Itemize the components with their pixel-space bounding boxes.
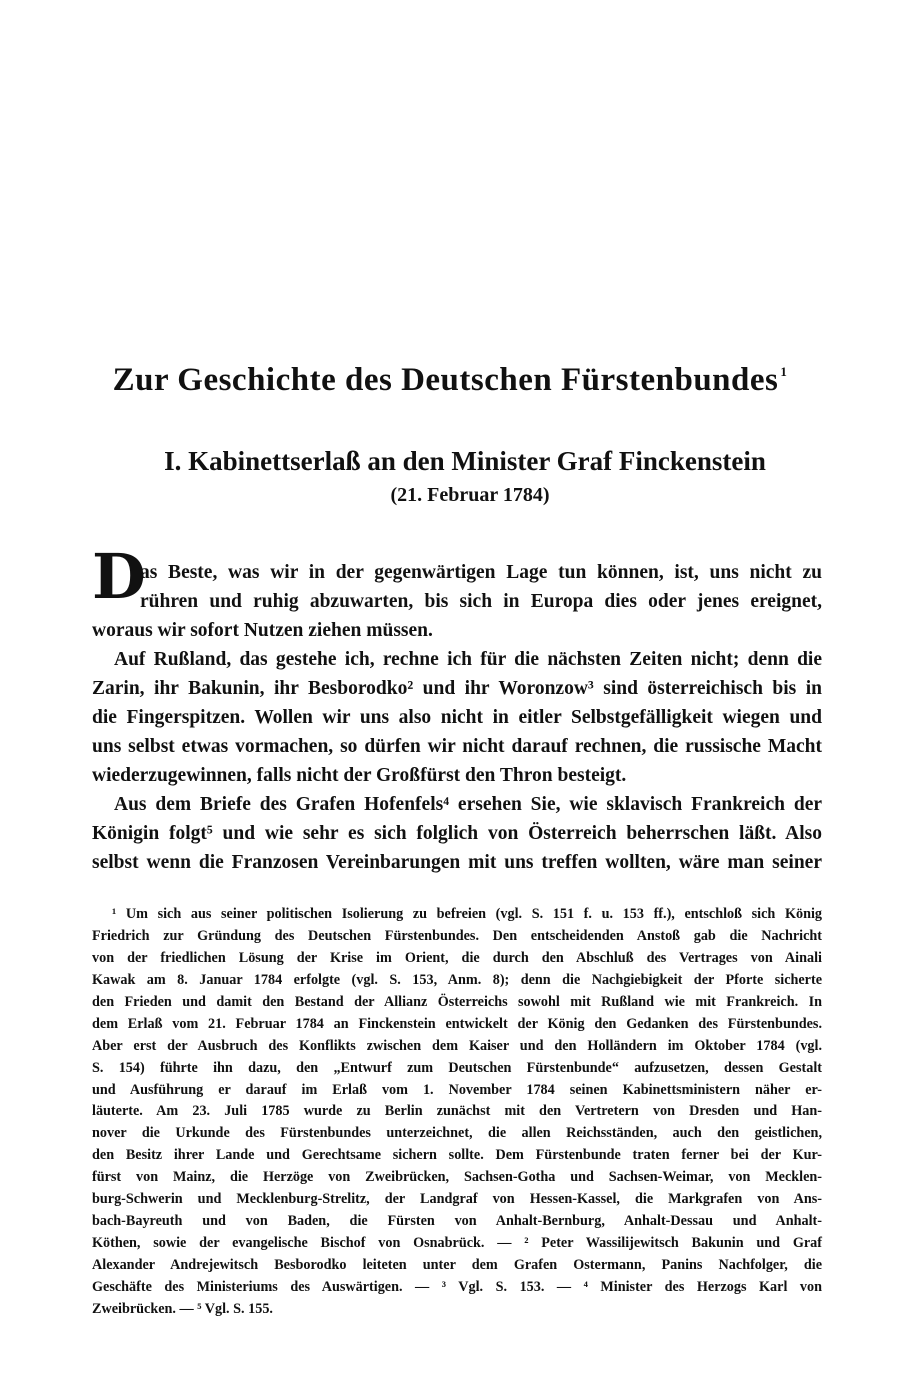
footnote-line: Geschäfte des Ministeriums des Auswärtigen. — ³ Vgl. S. 153. — ⁴ Minister des Herzogs Karl von <box>92 1278 822 1295</box>
text-line: die Fingerspitzen. Wollen wir uns also nicht in eitler Selbstgefälligkeit wiegen und <box>92 707 822 728</box>
footnote-line: S. 154) führte ihn dazu, den „Entwurf zum Deutschen Fürstenbunde“ aufzusetzen, dessen Gestalt <box>92 1059 822 1076</box>
section-date: (21. Februar 1784) <box>390 484 550 506</box>
footnote-line: den Frieden und damit den Bestand der Allianz Österreichs sowohl mit Rußland wie mit Frankreich. In <box>92 993 822 1010</box>
text-line: rühren und ruhig abzuwarten, bis sich in Europa dies oder jenes ereignet, <box>140 591 822 612</box>
text-line: wiederzugewinnen, falls nicht der Großfürst den Thron besteigt. <box>92 765 627 786</box>
footnote-line: von der friedlichen Lösung der Krise im Orient, die durch den Abschluß des Vertrages von Ainali <box>92 949 822 966</box>
page-title <box>0 362 900 399</box>
footnote-line: dem Erlaß vom 21. Februar 1784 an Finckenstein entwickelt der König den Gedanken des Fürstenbundes. <box>92 1015 822 1032</box>
footnote-line: Köthen, sowie der evangelische Bischof von Osnabrück. — ² Peter Wassilijewitsch Bakunin und Graf <box>92 1235 822 1252</box>
footnote-line: bach-Bayreuth und von Baden, die Fürsten von Anhalt-Bernburg, Anhalt-Dessau und Anhalt- <box>92 1213 822 1230</box>
footnote-line: Zweibrücken. — ⁵ Vgl. S. 155. <box>92 1300 273 1317</box>
drop-cap: D <box>92 540 146 613</box>
title-footnote-marker: 1 <box>780 364 788 379</box>
section-heading: I. Kabinettserlaß an den Minister Graf Finckenstein <box>164 446 766 476</box>
footnote-line: Alexander Andrejewitsch Besborodko leiteten unter dem Grafen Ostermann, Panins Nachfolger, die <box>92 1257 822 1273</box>
footnote-line: Friedrich zur Gründung des Deutschen Fürstenbundes. Den entscheidenden Anstoß gab die Nachricht <box>92 927 822 944</box>
text-line: Aus dem Briefe des Grafen Hofenfels⁴ ersehen Sie, wie sklavisch Frankreich der <box>114 794 822 815</box>
text-line: uns selbst etwas vormachen, so dürfen wir nicht darauf rechnen, die russische Macht <box>92 736 822 757</box>
text-line: Königin folgt⁵ und wie sehr es sich folglich von Österreich beherrschen läßt. Also <box>92 823 822 844</box>
footnote-line: nover die Urkunde des Fürstenbundes unterzeichnet, die allen Reichsständen, auch den geistlichen, <box>92 1125 822 1142</box>
footnote-line: den Besitz ihrer Lande und Gerechtsame sichern sollte. Dem Fürstenbunde traten ferner bei der Kur- <box>92 1147 822 1164</box>
main-text <box>92 558 822 877</box>
text-line: woraus wir sofort Nutzen ziehen müssen. <box>92 620 433 641</box>
title-text: Zur Geschichte des Deutschen Fürstenbundes <box>112 362 779 398</box>
footnote-line: Aber erst der Ausbruch des Konflikts zwischen dem Kaiser und den Holländern im Oktober 1784 (vgl. <box>92 1037 822 1054</box>
footnote-line: fürst von Mainz, die Herzöge von Zweibrücken, Sachsen-Gotha und Sachsen-Weimar, von Mecklen- <box>92 1169 822 1186</box>
footnote-line: läuterte. Am 23. Juli 1785 wurde zu Berlin zunächst mit den Vertretern von Dresden und Han- <box>92 1103 822 1120</box>
footnote-line: und Ausführung er darauf im Erlaß vom 1. November 1784 seinen Kabinettsministern näher er- <box>92 1081 822 1098</box>
footnote-line: burg-Schwerin und Mecklenburg-Strelitz, der Landgraf von Hessen-Kassel, die Markgrafen von Ans- <box>92 1191 822 1208</box>
footnote-line: Kawak am 8. Januar 1784 erfolgte (vgl. S. 153, Anm. 8); denn die Nachgiebigkeit der Pforte sicherte <box>92 971 822 988</box>
footnotes <box>92 904 822 1321</box>
text-line: Auf Rußland, das gestehe ich, rechne ich für die nächsten Zeiten nicht; denn die <box>114 649 822 670</box>
text-line: selbst wenn die Franzosen Vereinbarungen mit uns treffen wollten, wäre man seiner <box>92 852 822 873</box>
footnote-line: ¹ Um sich aus seiner politischen Isolierung zu befreien (vgl. S. 151 f. u. 153 ff.), entschloß sich König <box>112 906 822 922</box>
text-line: Zarin, ihr Bakunin, ihr Besborodko² und ihr Woronzow³ sind österreichisch bis in <box>92 678 822 699</box>
text-line: as Beste, was wir in der gegenwärtigen Lage tun können, ist, uns nicht zu <box>140 562 822 583</box>
